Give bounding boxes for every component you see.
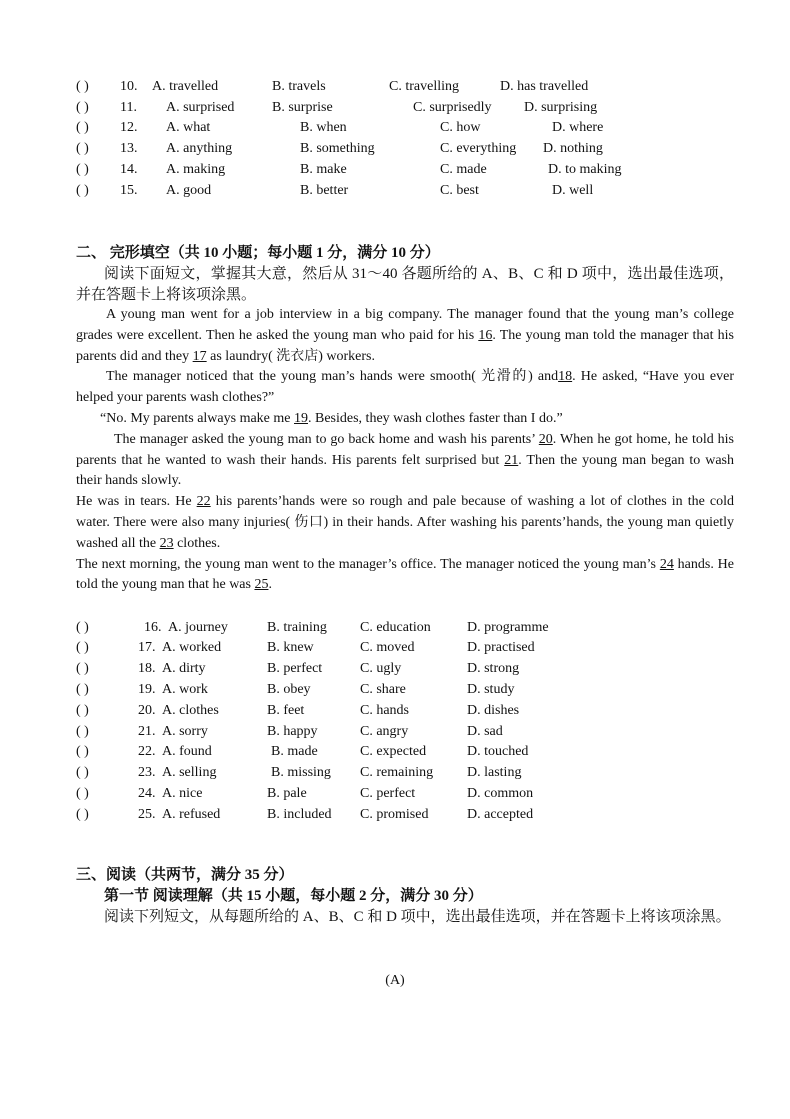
answer-bracket[interactable]: ( ) [76,744,89,759]
passage-paragraph: The manager noticed that the young man’s hands were smooth( 光滑的) and18. He asked, “Have you ever helped your parents wash clothes?” [76,369,734,406]
option-d: D. dishes [467,703,520,718]
answer-bracket[interactable]: ( ) [76,682,89,697]
answer-bracket[interactable]: ( ) [76,120,89,135]
passage-paragraph: The manager asked the young man to go back home and wash his parents’ 20. When he got home, he told his parents that he wanted to wash their hands. His parents felt surprised but 21. Then the young man began to wash their hands slowly. [76,431,734,489]
section-2-instruction: 阅读下面短文，掌握其大意，然后从 31～40 各题所给的 A、B、C 和 D 项中，选出最佳选项，并在答题卡上将该项涂黑。 [76,266,734,303]
question-number: 16. [144,620,162,635]
question-row [76,784,756,804]
option-c: C. expected [360,744,427,759]
blank-24: 24 [659,556,674,572]
question-row [76,680,756,700]
question-row [76,181,756,201]
blank-23: 23 [159,535,174,551]
section-3-title: 三、阅读（共两节，满分 35 分） [76,867,294,883]
option-b: B. surprise [272,100,333,115]
question-number: 19. [138,682,156,697]
answer-bracket[interactable]: ( ) [76,703,89,718]
option-a: A. good [166,183,212,198]
option-d: D. study [467,682,515,697]
question-row [76,701,756,721]
option-a: A. found [162,744,212,759]
question-number: 21. [138,724,156,739]
answer-bracket[interactable]: ( ) [76,640,89,655]
option-a: A. journey [168,620,228,635]
passage-paragraph: He was in tears. He 22 his parents’hands were so rough and pale because of washing a lot of clothes in the cold water. There were also many injuries( 伤口) in their hands. After washing his parents’hands, the young man quietly washed all the 23 clothes. [76,494,734,551]
option-d: D. where [552,120,604,135]
answer-bracket[interactable]: ( ) [76,765,89,780]
blank-16: 16 [478,327,493,343]
option-d: D. accepted [467,807,534,822]
option-d: D. nothing [543,141,603,156]
option-a: A. work [162,682,208,697]
option-c: C. made [440,162,487,177]
option-b: B. made [271,744,318,759]
question-row [76,618,756,638]
option-b: B. happy [267,724,318,739]
answer-bracket[interactable]: ( ) [76,807,89,822]
option-a: A. clothes [162,703,219,718]
question-number: 25. [138,807,156,822]
option-d: D. practised [467,640,535,655]
option-a: A. surprised [166,100,235,115]
blank-25: 25 [254,577,269,593]
option-a: A. worked [162,640,222,655]
option-c: C. remaining [360,765,434,780]
option-c: C. hands [360,703,409,718]
option-b: B. better [300,183,349,198]
blank-17: 17 [192,348,207,364]
option-c: C. ugly [360,661,402,676]
option-d: D. well [552,183,594,198]
option-b: B. pale [267,786,307,801]
option-a: A. nice [162,786,203,801]
answer-bracket[interactable]: ( ) [76,183,89,198]
question-number: 24. [138,786,156,801]
option-b: B. included [267,807,332,822]
option-c: C. moved [360,640,415,655]
option-d: D. programme [467,620,549,635]
option-d: D. to making [548,162,622,177]
answer-bracket[interactable]: ( ) [76,786,89,801]
question-number: 15. [120,183,138,198]
question-row [76,77,756,97]
question-number: 11. [120,100,137,115]
option-d: D. has travelled [500,79,589,94]
question-row [76,638,756,658]
cloze-passage [76,305,734,596]
option-d: D. touched [467,744,529,759]
option-a: A. what [166,120,211,135]
option-b: B. obey [267,682,311,697]
section-3-subtitle: 第一节 阅读理解（共 15 小题，每小题 2 分，满分 30 分） [104,888,483,904]
passage-paragraph: The next morning, the young man went to the manager’s office. The manager noticed the young man’s 24 hands. He told the young man that he was 25. [76,556,734,593]
question-number: 10. [120,79,138,94]
answer-bracket[interactable]: ( ) [76,162,89,177]
answer-bracket[interactable]: ( ) [76,79,89,94]
option-c: C. everything [440,141,517,156]
blank-19: 19 [294,410,308,426]
question-number: 14. [120,162,138,177]
answer-bracket[interactable]: ( ) [76,100,89,115]
option-d: D. common [467,786,534,801]
question-number: 20. [138,703,156,718]
question-number: 12. [120,120,138,135]
answer-bracket[interactable]: ( ) [76,141,89,156]
section-2-title: 二、 完形填空（共 10 小题；每小题 1 分，满分 10 分） [76,245,440,261]
option-b: B. make [300,162,347,177]
question-number: 18. [138,661,156,676]
blank-21: 21 [504,452,519,468]
option-a: A. dirty [162,661,206,676]
passage-paragraph: “No. My parents always make me 19. Besides, they wash clothes faster than I do.” [100,410,563,426]
option-c: C. perfect [360,786,416,801]
option-b: B. something [300,141,375,156]
option-a: A. making [166,162,226,177]
blank-18: 18 [558,369,573,385]
option-d: D. surprising [524,100,598,115]
answer-bracket[interactable]: ( ) [76,661,89,676]
question-row [76,98,756,118]
blank-20: 20 [538,431,553,447]
option-c: C. best [440,183,479,198]
passage-paragraph: A young man went for a job interview in a big company. The manager found that the young man’s college grades were excellent. Then he asked the young man who paid for his 16. The young man told the manager that his parents did and they 17 as laundry( 洗衣店) workers. [76,307,735,364]
option-d: D. lasting [467,765,522,780]
question-row [76,742,756,762]
option-a: A. refused [162,807,221,822]
question-number: 23. [138,765,156,780]
question-number: 22. [138,744,156,759]
section-3-instruction: 阅读下列短文，从每题所给的 A、B、C 和 D 项中，选出最佳选项，并在答题卡上将该项涂黑。 [104,909,731,925]
option-a: A. selling [162,765,217,780]
option-d: D. sad [467,724,503,739]
option-b: B. when [300,120,347,135]
option-c: C. promised [360,807,429,822]
option-c: C. education [360,620,431,635]
option-c: C. travelling [389,79,459,94]
option-b: B. missing [271,765,331,780]
option-b: B. training [267,620,327,635]
question-row [76,139,756,159]
question-row [76,722,756,742]
question-row [76,805,756,825]
option-c: C. angry [360,724,409,739]
option-a: A. travelled [152,79,219,94]
option-a: A. anything [166,141,233,156]
option-b: B. feet [267,703,305,718]
answer-bracket[interactable]: ( ) [76,620,89,635]
question-row [76,763,756,783]
option-d: D. strong [467,661,520,676]
option-b: B. perfect [267,661,323,676]
question-row [76,118,756,138]
option-c: C. surprisedly [413,100,492,115]
question-number: 13. [120,141,138,156]
option-c: C. how [440,120,481,135]
option-b: B. travels [272,79,326,94]
option-a: A. sorry [162,724,208,739]
passage-caption: (A) [385,973,405,988]
answer-bracket[interactable]: ( ) [76,724,89,739]
question-row [76,659,756,679]
question-number: 17. [138,640,156,655]
option-c: C. share [360,682,406,697]
blank-22: 22 [196,494,211,510]
option-b: B. knew [267,640,314,655]
question-row [76,160,756,180]
